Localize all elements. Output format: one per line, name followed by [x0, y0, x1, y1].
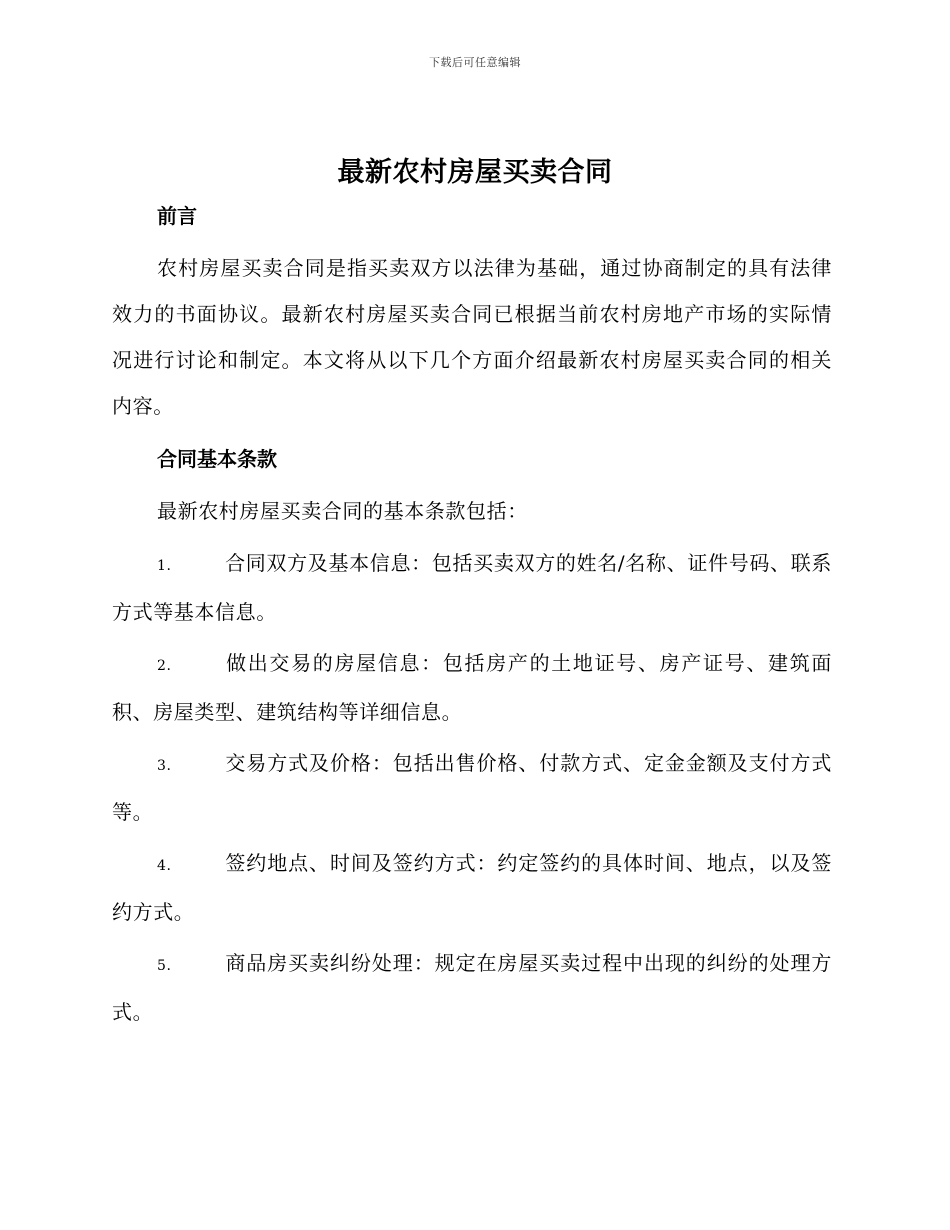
list-item-text: 做出交易的房屋信息：包括房产的土地证号、房产证号、建筑面积、房屋类型、建筑结构等详细信息。: [112, 651, 832, 724]
list-item: [112, 540, 832, 632]
list-item: [112, 740, 832, 832]
list-item-number: 3.: [157, 758, 172, 774]
list-item-text: 商品房买卖纠纷处理：规定在房屋买卖过程中出现的纠纷的处理方式。: [112, 951, 832, 1024]
list-item-number: 4.: [157, 858, 172, 874]
document-title: 最新农村房屋买卖合同: [337, 157, 613, 188]
preface-paragraph: 农村房屋买卖合同是指买卖双方以法律为基础，通过协商制定的具有法律效力的书面协议。最新农村房屋买卖合同已根据当前农村房地产市场的实际情况进行讨论和制定。本文将从以下几个方面介绍最新农村房屋买卖合同的相关内容。: [112, 256, 832, 418]
list-item-number: 2.: [157, 658, 172, 674]
list-item: [112, 640, 832, 732]
list-item: [112, 940, 832, 1032]
list-item: [112, 840, 832, 932]
basic-terms-intro: 最新农村房屋买卖合同的基本条款包括：: [157, 499, 528, 523]
list-item-number: 5.: [157, 958, 172, 974]
preface-heading: 前言: [157, 204, 197, 228]
list-item-text: 合同双方及基本信息：包括买卖双方的姓名/名称、证件号码、联系方式等基本信息。: [112, 551, 832, 624]
list-item-text: 交易方式及价格：包括出售价格、付款方式、定金金额及支付方式等。: [112, 751, 832, 824]
page-header-note: 下载后可任意编辑: [429, 56, 521, 69]
basic-terms-list: [112, 540, 832, 1040]
list-item-text: 签约地点、时间及签约方式：约定签约的具体时间、地点，以及签约方式。: [112, 851, 832, 924]
basic-terms-heading: 合同基本条款: [157, 447, 277, 471]
list-item-number: 1.: [157, 558, 172, 574]
